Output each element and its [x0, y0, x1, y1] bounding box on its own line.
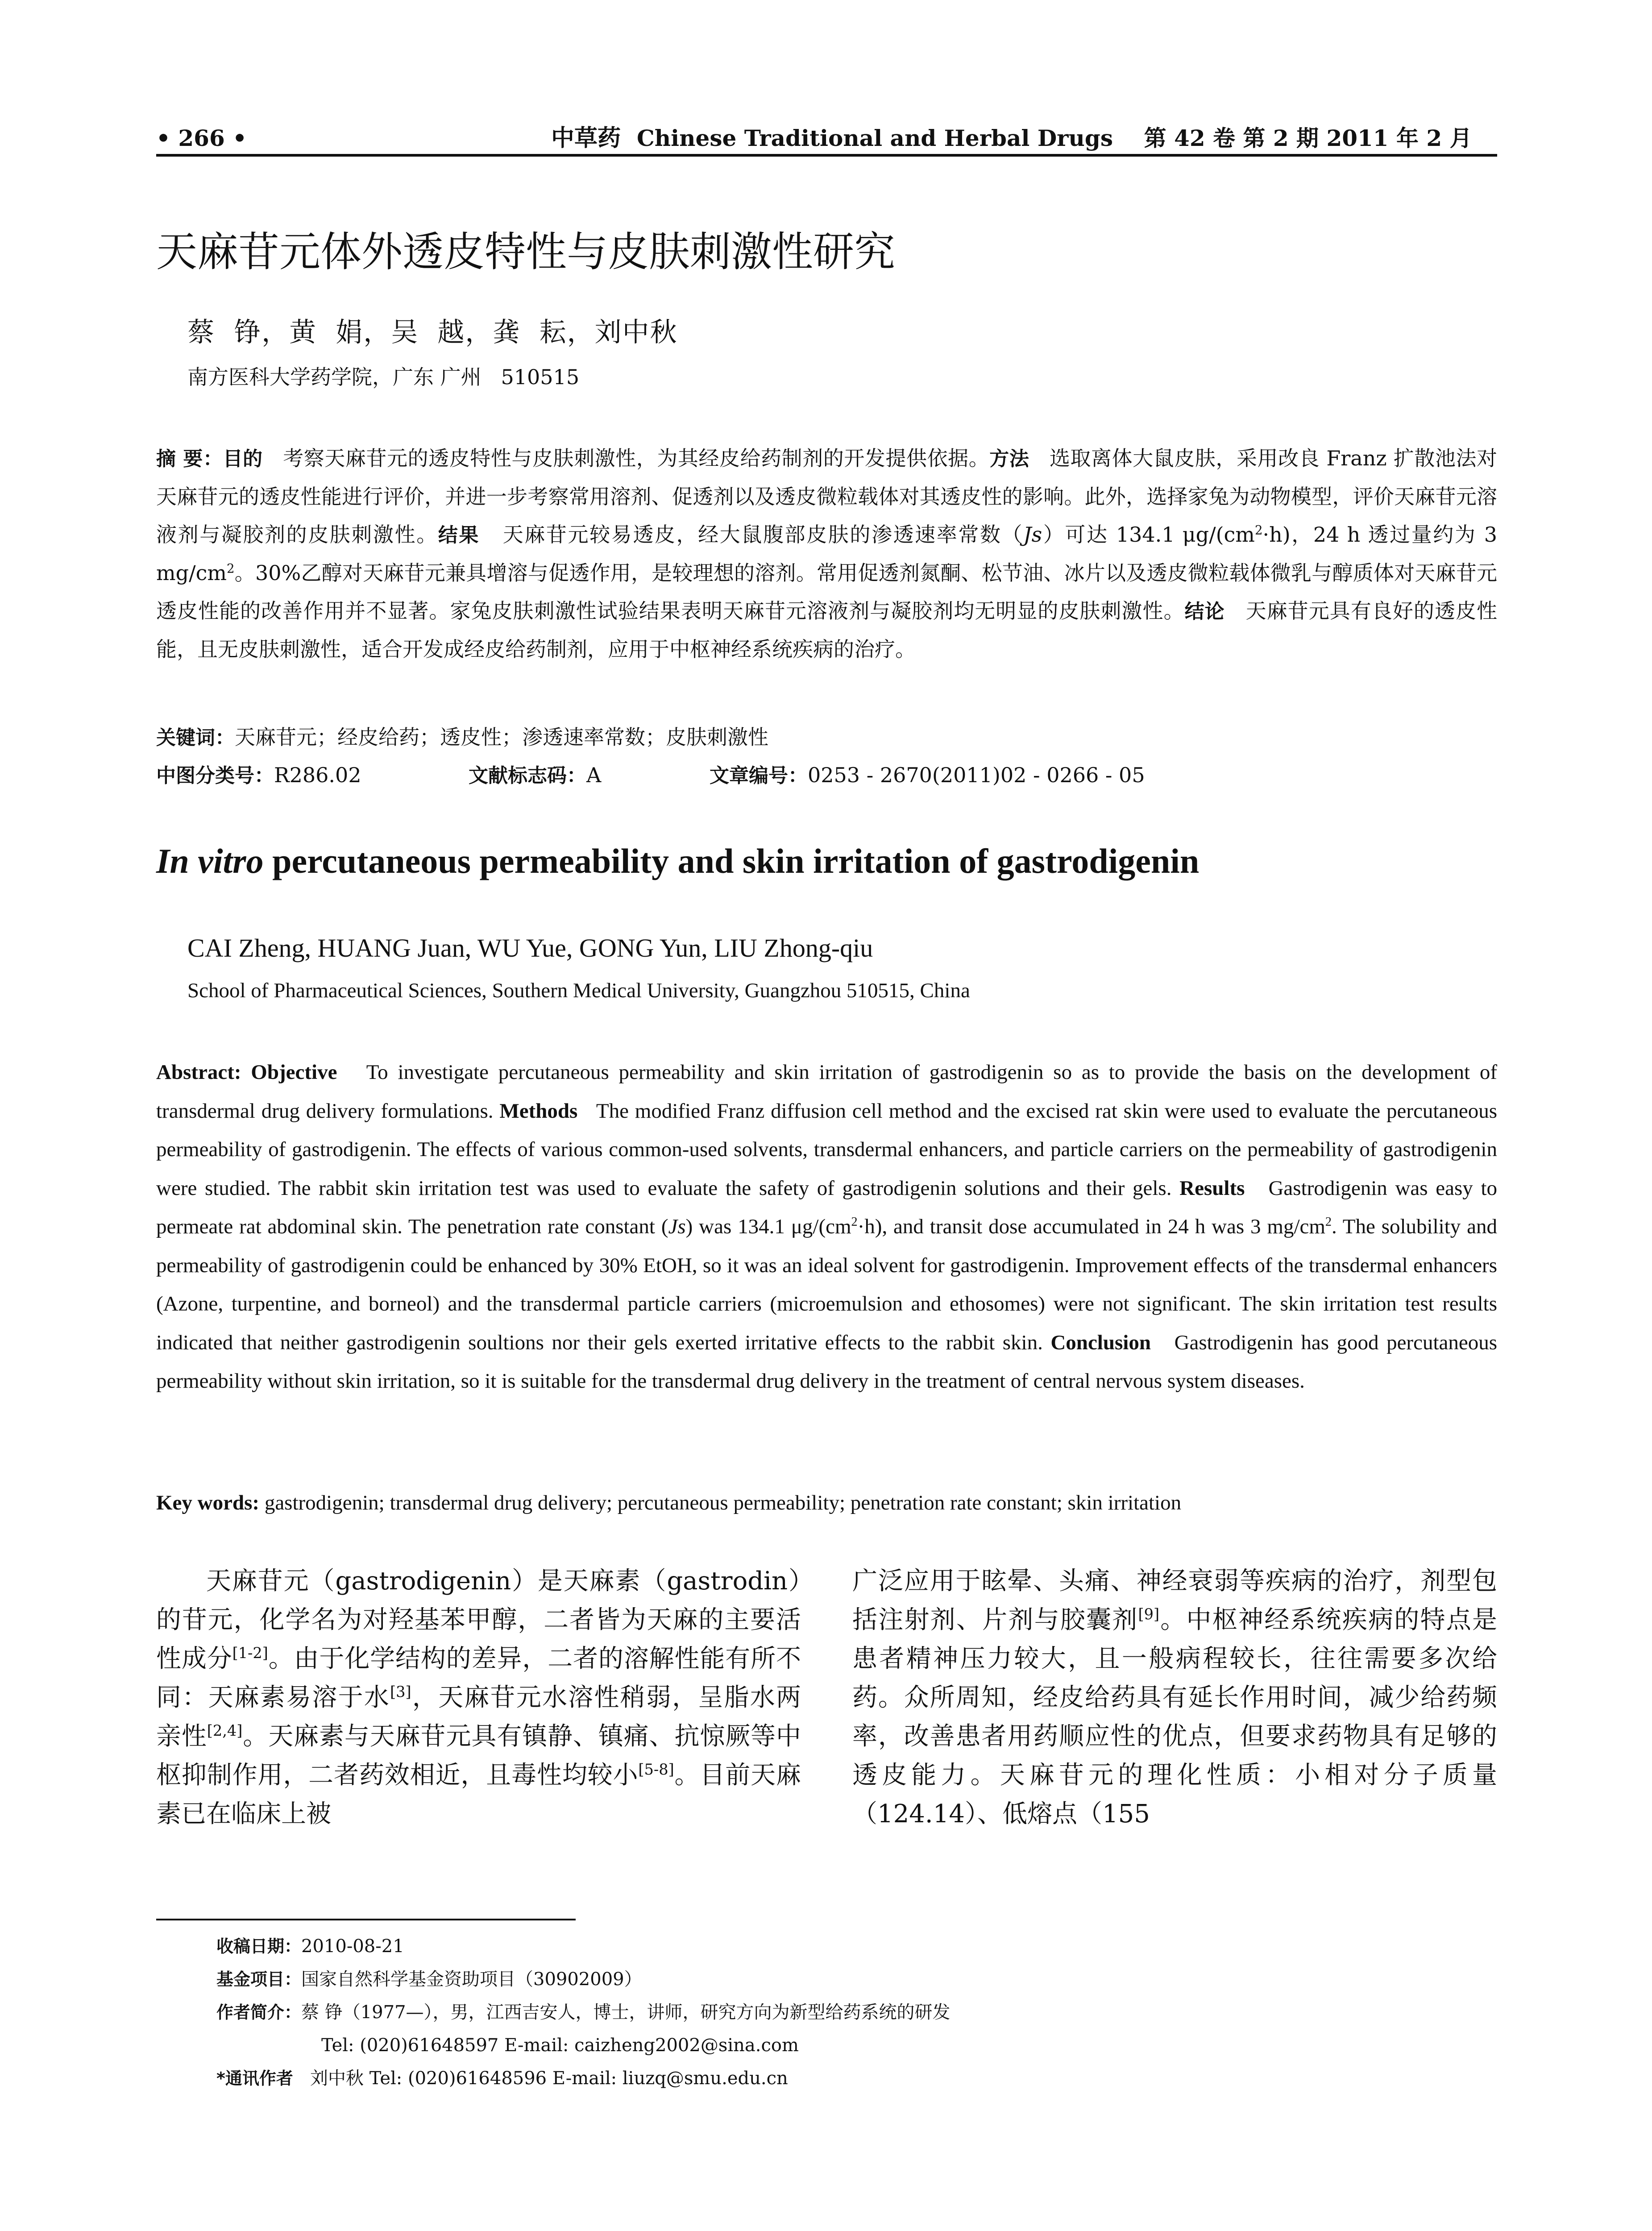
body-text: 。天麻素与天麻苷元具有镇静、镇痛、抗惊厥等中枢抑制作用，二者药效相近，且毒性均较小 [156, 1722, 801, 1790]
keywords-en [156, 1484, 1497, 1522]
footnote-text: 刘中秋 Tel: (020)61648596 E-mail: liuzq@smu.edu.cn [310, 2068, 788, 2089]
footnote-received [216, 1932, 404, 1961]
objective-en-text: To investigate percutaneous permeability and skin irritation of gastrodigenin so as to provide the basis on the development of transdermal drug delivery formulations. [156, 1061, 1497, 1123]
journal-name-en: Chinese Traditional and Herbal Drugs [637, 125, 1113, 151]
authors-cn: 蔡 铮，黄 娟，吴 越，龚 耘，刘中秋 [187, 317, 678, 348]
body-text: 。中枢神经系统疾病的特点是患者精神压力较大，且一般病程较长，往往需要多次给药。众所周知，经皮给药具有延长作用时间，减少给药频率，改善患者用药顺应性的优点，但要求药物具有足够的透皮能力。天麻苷元的理化性质：小相对分子质量（124.14）、低熔点（155 [852, 1605, 1498, 1829]
abstract-en-label: Abstract: Objective [156, 1061, 337, 1084]
keywords-en-text: gastrodigenin; transdermal drug delivery; percutaneous permeability; penetration rate constant; skin irritation [259, 1491, 1182, 1514]
abstract-cn-label: 摘 要： [156, 448, 223, 470]
results-cn-label: 结果 [438, 524, 480, 547]
results-en-text: Gastrodigenin was easy to permeate rat abdominal skin. The penetration rate constant ( [156, 1176, 1498, 1238]
superscript: 2 [1254, 523, 1263, 538]
title-en-italic: In vitro [156, 842, 264, 880]
footnote-text: 2010-08-21 [301, 1936, 404, 1957]
keywords-en-label: Key words: [156, 1491, 260, 1514]
doc-code-value: A [586, 763, 602, 787]
footnote-text: 国家自然科学基金资助项目（30902009） [301, 1969, 642, 1990]
clc-number [156, 756, 361, 795]
citation: [3] [390, 1683, 411, 1700]
methods-en-label: Methods [499, 1099, 578, 1123]
classification-line [156, 756, 1497, 794]
title-en [156, 837, 1497, 886]
body-text: 。目前天麻素已在临床上被 [156, 1761, 801, 1829]
results-cn-js: Js [1023, 523, 1042, 547]
results-cn-text: 天麻苷元较易透皮，经大鼠腹部皮肤的渗透速率常数（ [502, 523, 1024, 547]
doc-code-label: 文献标志码： [469, 764, 586, 787]
journal-issue: 第 42 卷 第 2 期 2011 年 2 月 [1144, 125, 1472, 151]
superscript: 2 [1325, 1215, 1332, 1229]
methods-cn-label: 方法 [989, 448, 1029, 470]
citation: [9] [1138, 1605, 1160, 1623]
affiliation-cn: 南方医科大学药学院，广东 广州 510515 [187, 365, 580, 389]
conclusion-en-text: Gastrodigenin has good percutaneous permeability without skin irritation, so it is suitable for the transdermal drug delivery in the treatment of central nervous system diseases. [156, 1331, 1498, 1393]
results-cn-text: ）可达 134.1 μg/(cm [1042, 523, 1255, 547]
authors-en: CAI Zheng, HUANG Juan, WU Yue, GONG Yun, LIU Zhong-qiu [187, 933, 873, 962]
title-en-rest: percutaneous permeability and skin irritation of gastrodigenin [263, 842, 1200, 880]
body-column-right [852, 1562, 1497, 1833]
footnote-author-contact: Tel: (020)61648597 E-mail: caizheng2002@sina.com [321, 2035, 799, 2056]
footnote-label: 收稿日期： [216, 1937, 302, 1956]
citation: [2,4] [207, 1721, 243, 1739]
superscript: 2 [226, 561, 235, 576]
objective-cn-text: 考察天麻苷元的透皮特性与皮肤刺激性，为其经皮给药制剂的开发提供依据。 [283, 446, 990, 470]
header-rule [156, 154, 1497, 157]
citation: [1-2] [232, 1644, 268, 1662]
page-number: • 266 • [156, 125, 247, 151]
objective-cn-label: 目的 [223, 448, 263, 470]
keywords-cn-text: 天麻苷元；经皮给药；透皮性；渗透速率常数；皮肤刺激性 [235, 725, 768, 749]
body-text: 广泛应用于眩晕、头痛、神经衰弱等疾病的治疗，剂型包括注射剂、片剂与胶囊剂 [852, 1567, 1497, 1634]
conclusion-cn-text: 天麻苷元具有良好的透皮性能，且无皮肤刺激性，适合开发成经皮给药制剂，应用于中枢神经系统疾病的治疗。 [156, 599, 1498, 661]
affiliation-en: School of Pharmaceutical Sciences, Southern Medical University, Guangzhou 510515, China [187, 979, 970, 1002]
body-text: 天麻苷元（gastrodigenin）是天麻素（gastrodin）的苷元，化学名为对羟基苯甲醇，二者皆为天麻的主要活性成分 [156, 1567, 801, 1673]
methods-en-text: The modified Franz diffusion cell method and the excised rat skin were used to evaluate the percutaneous permeability of gastrodigenin. The effects of various common-used solvents, transdermal enhancers, and particle carriers on the permeability of gastrodigenin were studied. The rabbit skin irritation test was used to evaluate the safety of gastrodigenin solutions and their gels. [156, 1099, 1497, 1200]
clc-value: R286.02 [274, 763, 361, 787]
article-number-label: 文章编号： [710, 764, 808, 787]
journal-name-cn: 中草药 [551, 124, 621, 152]
journal-line [551, 120, 1472, 156]
keywords-cn-label: 关键词： [156, 726, 235, 749]
abstract-en [156, 1053, 1497, 1401]
results-cn-text: ·h)，24 h 透过量约为 3 mg/cm [156, 523, 1498, 585]
results-cn-text: 。30%乙醇对天麻苷元兼具增溶与促透作用，是较理想的溶剂。常用促透剂氮酮、松节油、冰片以及透皮微粒载体微乳与醇质体对天麻苷元透皮性能的改善作用并不显著。家兔皮肤刺激性试验结果表明天麻苷元溶液剂与凝胶剂均无明显的皮肤刺激性。 [156, 561, 1497, 623]
keywords-cn [156, 718, 1497, 757]
body-text: ，天麻苷元水溶性稍弱，呈脂水两亲性 [156, 1683, 801, 1751]
article-number-value: 0253 - 2670(2011)02 - 0266 - 05 [808, 763, 1145, 787]
article-number [710, 756, 1145, 795]
footnote-corresponding [216, 2064, 788, 2093]
methods-cn-text: 选取离体大鼠皮肤，采用改良 Franz 扩散池法对天麻苷元的透皮性能进行评价，并进一步考察常用溶剂、促透剂以及透皮微粒载体对其透皮性的影响。此外，选择家兔为动物模型，评价天麻苷元溶液剂与凝胶剂的皮肤刺激性。 [156, 446, 1498, 547]
footnote-label: 作者简介： [216, 2003, 302, 2022]
abstract-cn [156, 440, 1497, 668]
running-header [156, 120, 1497, 156]
footnote-text: 蔡 铮（1977—），男，江西吉安人，博士，讲师，研究方向为新型给药系统的研发 [301, 2002, 951, 2023]
footnote-fund [216, 1965, 642, 1994]
results-en-text: ·h), and transit dose accumulated in 24 h was 3 mg/cm [857, 1215, 1325, 1238]
footnote-label: *通讯作者 [216, 2069, 293, 2088]
citation: [5-8] [638, 1760, 674, 1778]
footnote-author [216, 1998, 951, 2027]
body-column-left [156, 1562, 801, 1833]
clc-label: 中图分类号： [156, 764, 274, 787]
footnote-rule [156, 1919, 576, 1920]
conclusion-cn-label: 结论 [1184, 600, 1225, 623]
results-en-js: Js [668, 1215, 686, 1238]
results-en-text: . The solubility and permeability of gastrodigenin could be enhanced by 30% EtOH, so it was an ideal solvent for gastrodigenin. Improvement effects of the transdermal enhancers (Azone, turpentine, and borneol) and the transdermal particle carriers (microemulsion and ethosomes) were not significant. The skin irritation test results indicated that neither gastrodigenin soultions nor their gels exerted irritative effects to the rabbit skin. [156, 1215, 1497, 1354]
results-en-text: ) was 134.1 μg/(cm [685, 1215, 851, 1238]
footnote-label: 基金项目： [216, 1970, 302, 1989]
document-code [469, 756, 601, 795]
body-text: 。由于化学结构的差异，二者的溶解性能有所不同：天麻素易溶于水 [156, 1644, 801, 1712]
results-en-label: Results [1179, 1176, 1245, 1200]
conclusion-en-label: Conclusion [1050, 1331, 1151, 1354]
superscript: 2 [851, 1215, 858, 1229]
title-cn: 天麻苷元体外透皮特性与皮肤刺激性研究 [156, 228, 896, 276]
